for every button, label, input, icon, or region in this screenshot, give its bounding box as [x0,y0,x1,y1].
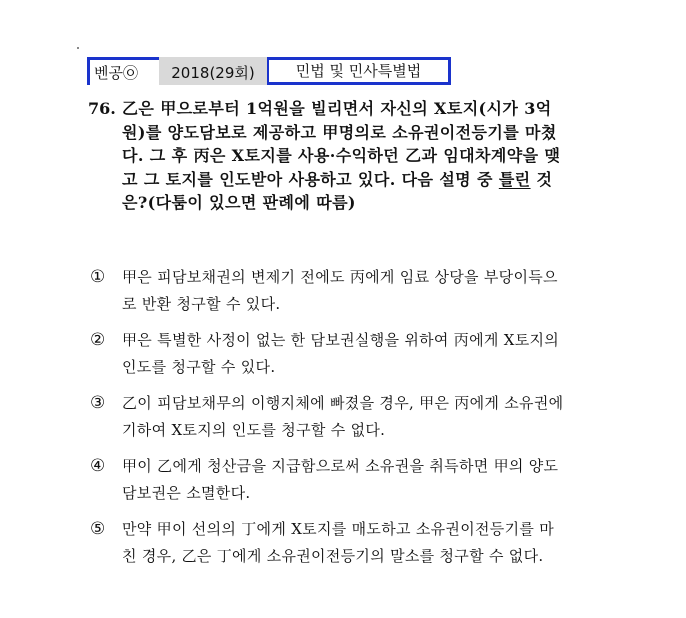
answer-option-2[interactable] [88,327,568,381]
option-number-3: ③ [90,393,106,413]
option-number-1: ① [90,267,106,287]
option-number-5: ⑤ [90,519,106,539]
answer-options [88,264,568,579]
answer-option-3[interactable] [88,390,568,444]
option-text-3: 乙이 피담보채무의 이행지체에 빠졌을 경우, 甲은 丙에게 소유권에 기하여 X토지의 인도를 청구할 수 없다. [122,394,564,439]
question-text-main: 乙은 甲으로부터 1억원을 빌리면서 자신의 X토지(시가 3억원)를 양도담보로 제공하고 甲명의로 소유권이전등기를 마쳤다. 그 후 丙은 X토지를 사용·수익하던 乙과 임대차계약을 맺고 그 토지를 인도받아 사용하고 있다. 다음 설명 중 [122,99,561,189]
answer-option-5[interactable] [88,516,568,570]
answer-option-1[interactable] [88,264,568,318]
option-text-2: 甲은 특별한 사정이 없는 한 담보권실행을 위하여 丙에게 X토지의 인도를 청구할 수 있다. [122,331,560,376]
option-text-4: 甲이 乙에게 청산금을 지급함으로써 소유권을 취득하면 甲의 양도담보권은 소멸한다. [122,457,559,502]
option-number-4: ④ [90,456,106,476]
question-text [122,97,568,215]
question-number: 76. [88,99,116,118]
exam-year-label: 2018(29회) [159,57,267,85]
question-text-tail: 것은?(다툼이 있으면 판례에 따름) [122,169,553,212]
exam-header [87,57,451,85]
option-text-1: 甲은 피담보채권의 변제기 전에도 丙에게 임료 상당을 부당이득으로 반환 청구할 수 있다. [122,268,558,313]
answer-option-4[interactable] [88,453,568,507]
option-text-5: 만약 甲이 선의의 丁에게 X토지를 매도하고 소유권이전등기를 마친 경우, 乙은 丁에게 소유권이전등기의 말소를 청구할 수 없다. [122,520,555,565]
question-block [88,97,568,215]
question-emphasis: 틀린 [498,169,531,189]
brand-label: 벤공㉧ [87,57,159,85]
option-number-2: ② [90,330,106,350]
page-dot [77,47,79,49]
subject-label: 민법 및 민사특별법 [267,57,451,85]
